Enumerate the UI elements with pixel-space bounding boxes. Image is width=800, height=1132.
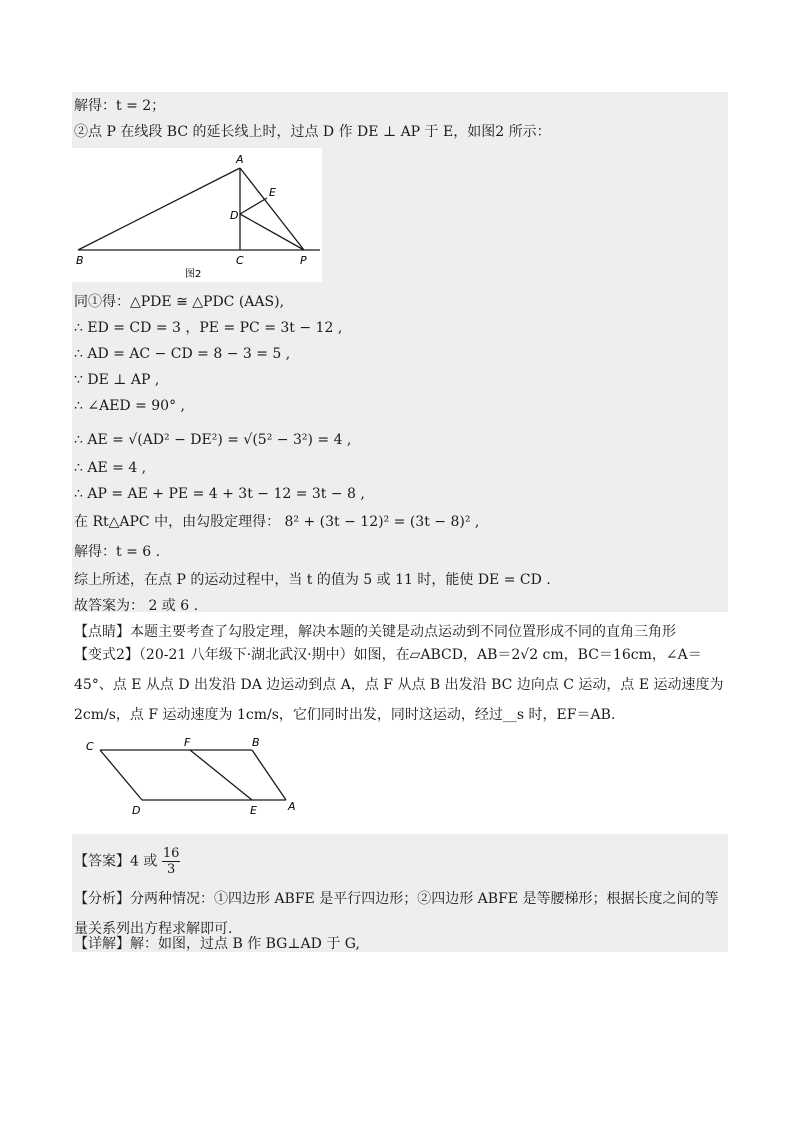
text-line: ∴ ∠AED = 90° , — [74, 398, 185, 414]
text-line: ∴ ED = CD = 3 ，PE = PC = 3t − 12 , — [74, 320, 343, 336]
label-f: F — [184, 736, 191, 749]
key-point-note: 【点睛】本题主要考查了勾股定理，解决本题的关键是动点运动到不同位置形成不同的直角三角形 — [74, 624, 676, 640]
label-d: D — [230, 209, 239, 222]
text-line: ②点 P 在线段 BC 的延长线上时，过点 D 作 DE ⊥ AP 于 E，如图2 所示： — [74, 124, 551, 140]
label-p: P — [300, 254, 307, 267]
text-line: 解得：t = 2； — [74, 98, 166, 114]
text-line: 故答案为： 2 或 6 . — [74, 598, 199, 614]
variant-question: 【变式2】（20-21 八年级下·湖北武汉·期中）如图，在▱ABCD，AB＝2√2 cm，BC＝16cm，∠A＝45°、点 E 从点 D 出发沿 DA 边运动到点 A，点 F 从点 B 出发沿 BC 边向点 C 运动，点 E 运动速度为 2cm/s，点 F 运动速度为 1cm/s，它们同时出发，同时这运动，经过__s 时，EF＝AB. — [74, 647, 724, 723]
label-c: C — [86, 740, 94, 753]
label-e: E — [269, 186, 276, 199]
answer-fraction — [162, 846, 181, 877]
text-line: 综上所述，在点 P 的运动过程中，当 t 的值为 5 或 11 时，能使 DE = CD . — [74, 572, 551, 588]
text-line: ∴ AD = AC − CD = 8 − 3 = 5 , — [74, 346, 291, 362]
label-d: D — [132, 804, 141, 817]
figure-2 — [72, 148, 332, 284]
analysis-line: 【分析】分两种情况：①四边形 ABFE 是平行四边形；②四边形 ABFE 是等腰梯形；根据长度之间的等量关系列出方程求解即可. — [74, 891, 719, 937]
text-line: 在 Rt△APC 中，由勾股定理得： 8² + (3t − 12)² = (3t − 8)² , — [74, 514, 480, 530]
label-c: C — [236, 254, 244, 267]
segment-ba — [252, 750, 286, 800]
label-b: B — [252, 736, 260, 749]
label-a: A — [236, 153, 244, 166]
text-line: ∴ AE = 4 , — [74, 460, 147, 476]
figure-parallelogram — [80, 730, 320, 820]
text-line: ∵ DE ⊥ AP , — [74, 372, 160, 388]
label-a: A — [288, 800, 296, 813]
answer-line — [74, 846, 180, 877]
text-line: ∴ AP = AE + PE = 4 + 3t − 12 = 3t − 8 , — [74, 486, 365, 502]
text-line: ∴ AE = √(AD² − DE²) = √(5² − 3²) = 4 , — [74, 432, 352, 448]
label-e: E — [250, 804, 257, 817]
label-b: B — [76, 254, 84, 267]
segment-cd — [100, 750, 142, 800]
answer-prefix: 【答案】4 或 — [74, 853, 158, 870]
segment-fe — [190, 750, 252, 800]
text-line: 解得：t = 6 . — [74, 544, 161, 560]
detail-line: 【详解】解：如图，过点 B 作 BG⊥AD 于 G, — [74, 936, 360, 952]
figure-caption: 图2 — [185, 269, 202, 280]
fraction-numerator: 16 — [162, 846, 180, 861]
fraction-denominator: 3 — [166, 862, 176, 877]
text-line: 同①得：△PDE ≅ △PDC (AAS), — [74, 294, 285, 310]
